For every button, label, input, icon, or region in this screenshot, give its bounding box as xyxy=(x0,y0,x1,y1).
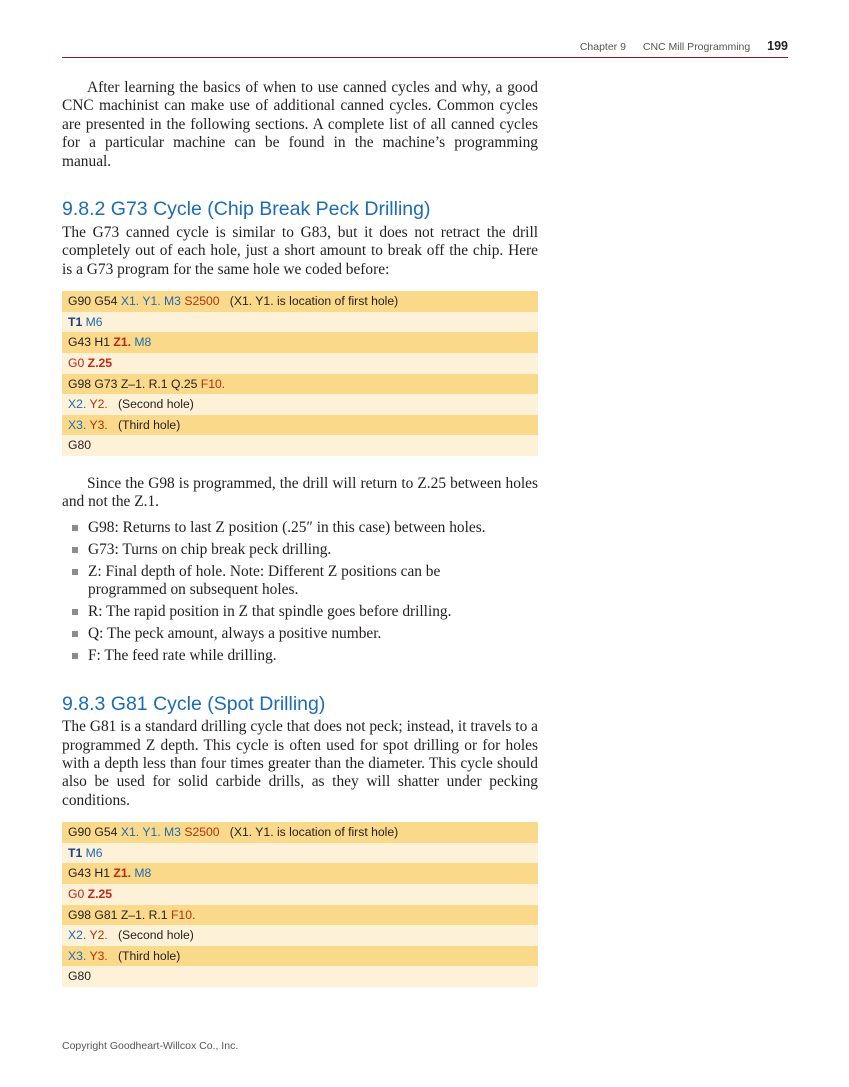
code-line: X2. Y2. (Second hole) xyxy=(62,925,538,946)
g73-bullet-list xyxy=(62,519,538,665)
bullet-icon xyxy=(72,569,78,575)
list-item: G98: Returns to last Z position (.25″ in this case) between holes. xyxy=(62,519,538,537)
section-g81-paragraph: The G81 is a standard drilling cycle that does not peck; instead, it travels to a programmed Z depth. This cycle is often used for spot drilling or for holes with a depth less than four times greater than the diameter. This cycle should also be used for solid carbide drills, as they will shatter under pecking conditions. xyxy=(62,718,538,809)
page-number: 199 xyxy=(767,39,788,53)
code-line: T1 M6 xyxy=(62,843,538,864)
code-line: G98 G73 Z–1. R.1 Q.25 F10. xyxy=(62,374,538,395)
code-line: G98 G81 Z–1. R.1 F10. xyxy=(62,905,538,926)
code-line: X3. Y3. (Third hole) xyxy=(62,415,538,436)
code-line: G43 H1 Z1. M8 xyxy=(62,863,538,884)
bullet-icon xyxy=(72,525,78,531)
code-line: G0 Z.25 xyxy=(62,884,538,905)
copyright-footer: Copyright Goodheart-Willcox Co., Inc. xyxy=(62,1040,239,1052)
header-chapter-title: CNC Mill Programming xyxy=(642,41,751,53)
g73-after-paragraph: Since the G98 is programmed, the drill will return to Z.25 between holes and not the Z.1. xyxy=(62,475,538,511)
section-g73-paragraph: The G73 canned cycle is similar to G83, but it does not retract the drill completely out of each hole, just a short amount to break off the chip. Here is a G73 program for the same hole we coded before: xyxy=(62,224,538,278)
list-item: Z: Final depth of hole. Note: Different Z positions can be programmed on subsequent holes. xyxy=(62,563,538,600)
bullet-icon xyxy=(72,609,78,615)
list-item: G73: Turns on chip break peck drilling. xyxy=(62,541,538,559)
list-item: R: The rapid position in Z that spindle goes before drilling. xyxy=(62,603,538,621)
list-item: Q: The peck amount, always a positive number. xyxy=(62,625,538,643)
code-line: X3. Y3. (Third hole) xyxy=(62,946,538,967)
section-heading-g81: 9.8.3 G81 Cycle (Spot Drilling) xyxy=(62,693,326,716)
running-header xyxy=(62,39,788,58)
code-line: T1 M6 xyxy=(62,312,538,333)
list-item: F: The feed rate while drilling. xyxy=(62,647,538,665)
code-line: G80 xyxy=(62,435,538,456)
g73-code-block xyxy=(62,291,538,456)
section-heading-g73: 9.8.2 G73 Cycle (Chip Break Peck Drilling) xyxy=(62,198,431,221)
g81-code-block xyxy=(62,822,538,987)
code-line: X2. Y2. (Second hole) xyxy=(62,394,538,415)
intro-paragraph: After learning the basics of when to use canned cycles and why, a good CNC machinist can make use of additional canned cycles. Common cycles are presented in the following sections. A complete list of all canned cycles for a particular machine can be found in the machine’s programming manual. xyxy=(62,79,538,170)
code-line: G43 H1 Z1. M8 xyxy=(62,332,538,353)
header-chapter: Chapter 9 xyxy=(579,41,626,53)
bullet-icon xyxy=(72,631,78,637)
code-line: G80 xyxy=(62,966,538,987)
page-content xyxy=(62,79,538,987)
code-line: G90 G54 X1. Y1. M3 S2500 (X1. Y1. is location of first hole) xyxy=(62,291,538,312)
code-line: G90 G54 X1. Y1. M3 S2500 (X1. Y1. is location of first hole) xyxy=(62,822,538,843)
bullet-icon xyxy=(72,547,78,553)
bullet-icon xyxy=(72,653,78,659)
code-line: G0 Z.25 xyxy=(62,353,538,374)
